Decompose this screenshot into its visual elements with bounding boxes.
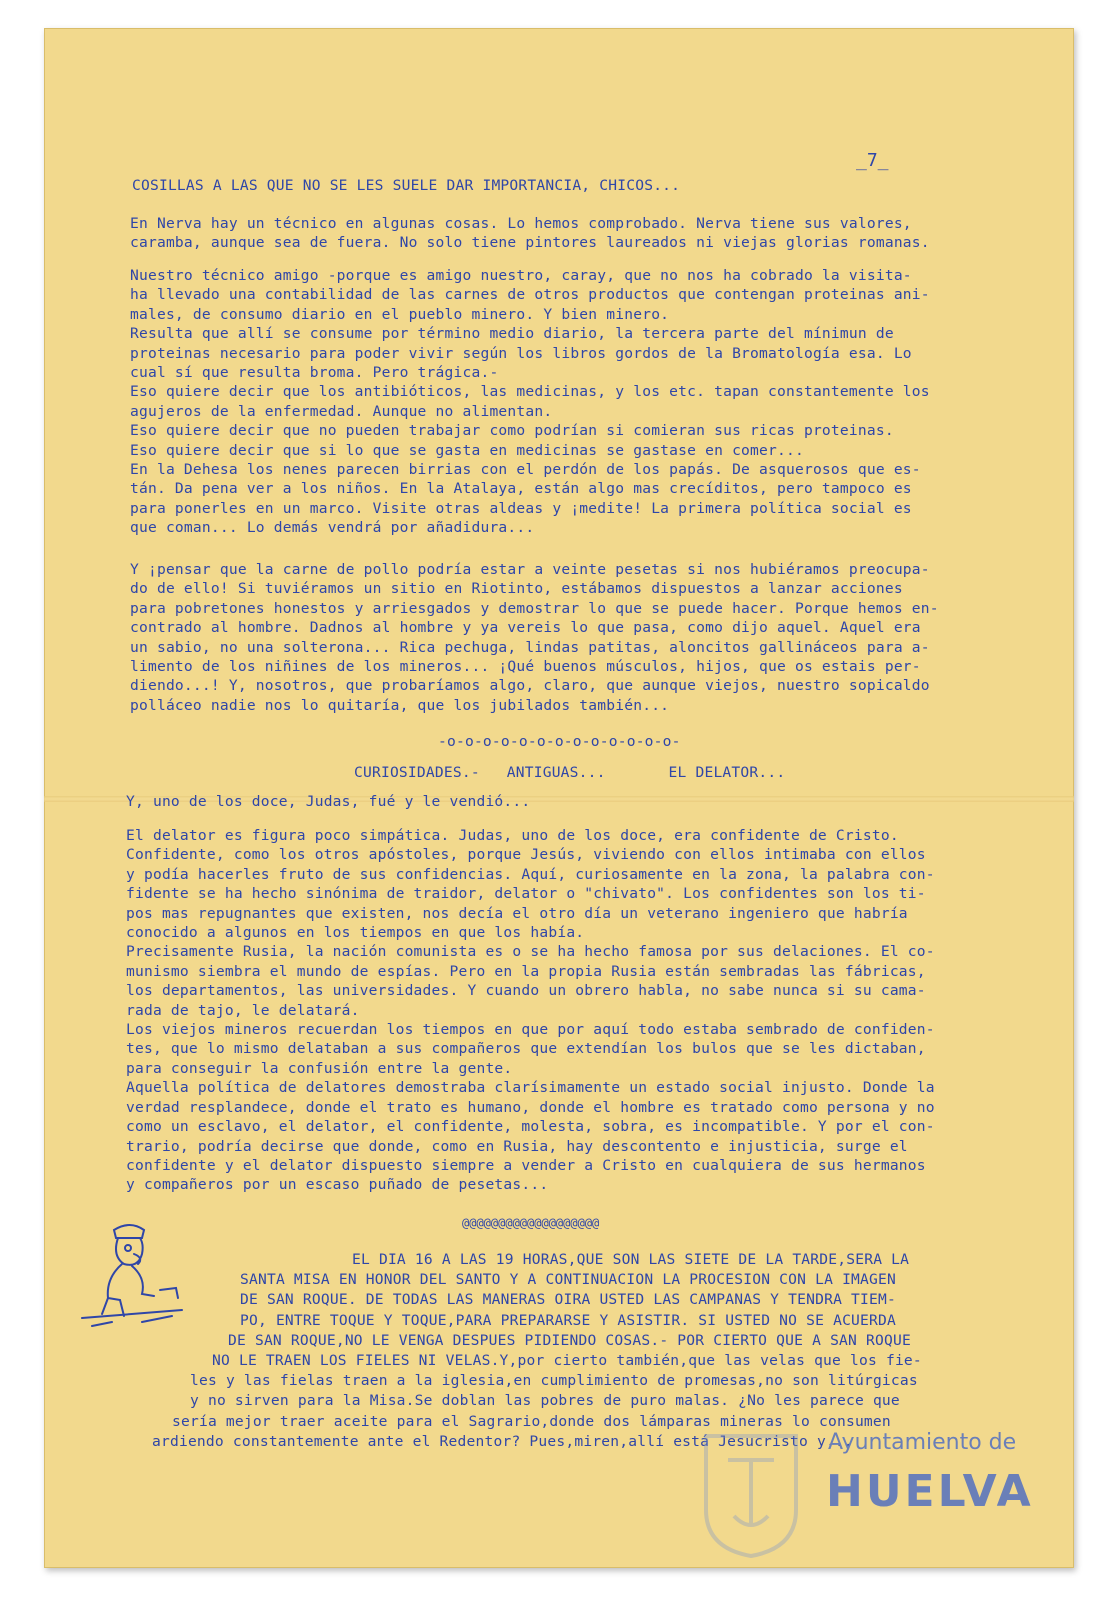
text-line: para conseguir la confusión entre la gente. [126,1059,513,1077]
notice-line: EL DIA 16 A LAS 19 HORAS,QUE SON LAS SIETE DE LA TARDE,SERA LA [352,1251,910,1268]
text-line: un sabio, no una solterona... Rica pechuga, lindas patitas, aloncitos gallináceos para a- [130,638,930,656]
text-line: Y ¡pensar que la carne de pollo podría estar a veinte pesetas si nos hubiéramos preocupa- [130,561,930,578]
page-number: _7_ [856,150,889,171]
text-line: confidente y el delator dispuesto siempre a vender a Cristo en cualquiera de sus hermanos [126,1156,926,1174]
text-line: ha llevado una contabilidad de las carnes de otros productos que contengan proteinas ani- [130,286,930,304]
text-line: diendo...! Y, nosotros, que probaríamos algo, claro, que aunque viejos, nuestro sopicaldo [130,677,930,695]
text-line: Precisamente Rusia, la nación comunista es o se ha hecho famosa por sus delaciones. El co- [126,943,935,961]
text-line: polláceo nadie nos lo quitaría, que los jubilados también... [130,696,670,714]
notice-line: ardiendo constantemente ante el Redentor? Pues,miren,allí está Jesucristo y... [152,1432,853,1450]
text-line: Eso quiere decir que los antibióticos, las medicinas, y los etc. tapan constantemente los [130,383,930,401]
text-line: tes, que lo mismo delataban a sus compañeros que extendían los bulos que se les dictaban, [126,1040,926,1058]
text-line: En Nerva hay un técnico en algunas cosas. Lo hemos comprobado. Nerva tiene sus valores, [130,215,912,232]
text-line: fidente se ha hecho sinónima de traidor, delator o "chivato". Los confidentes son los ti- [126,885,926,903]
separator-line: -o-o-o-o-o-o-o-o-o-o-o-o-o- [438,733,681,750]
text-line: Eso quiere decir que no pueden trabajar como podrían si comieran sus ricas proteinas. [130,422,894,440]
notice-line: PO, ENTRE TOQUE Y TOQUE,PARA PREPARARSE Y ASISTIR. SI USTED NO SE ACUERDA [240,1311,896,1329]
ornament-row: @@@@@@@@@@@@@@@@@@@ [462,1216,600,1230]
text-line: En la Dehesa los nenes parecen birrias con el perdón de los papás. De asquerosos que es- [130,461,921,479]
notice-line: les y las fielas traen a la iglesia,en cumplimiento de promesas,no son litúrgicas [190,1372,918,1390]
notice-line: NO LE TRAEN LOS FIELES NI VELAS.Y,por cierto también,que las velas que los fie- [212,1352,922,1370]
section1-paragraph-1 [130,214,930,253]
text-line: verdad resplandece, donde el trato es humano, donde el hombre es tratado como persona y no [126,1098,935,1116]
text-line: para pobretones honestos y arriesgados y demostrar lo que se puede hacer. Porque hemos en- [130,599,939,617]
text-line: Aquella política de delatores demostraba clarísimamente un estado social injusto. Donde la [126,1079,935,1097]
text-line: cual sí que resulta broma. Pero trágica.- [130,364,499,382]
section2-lead: Y, uno de los doce, Judas, fué y le vendió... [126,793,531,810]
notice-line: y no sirven para la Misa.Se doblan las pobres de puro malas. ¿No les parece que [190,1392,900,1410]
watermark-line1: Ayuntamiento de [828,1430,1017,1455]
mass-notice [0,1250,922,1452]
notice-line: sería mejor traer aceite para el Sagrario,donde dos lámparas mineras lo consumen [172,1412,891,1430]
text-line: contrado al hombre. Dadnos al hombre y ya vereis lo que pasa, como dijo aquel. Aquel era [130,619,921,637]
section1-paragraph-3 [130,560,939,715]
text-line: Eso quiere decir que si lo que se gasta en medicinas se gastase en comer... [130,441,804,459]
text-line: que coman... Lo demás vendrá por añadidura... [130,519,535,537]
section2-paragraph-1 [126,826,935,1195]
text-line: males, de consumo diario en el pueblo minero. Y bien minero. [130,305,670,323]
text-line: como un esclavo, el delator, el confidente, molesta, sobra, es incompatible. Y por el con- [126,1118,935,1136]
text-line: rada de tajo, le delatará. [126,1001,360,1019]
text-line: caramba, aunque sea de fuera. No solo tiene pintores laureados ni viejas glorias romanas. [130,234,930,252]
text-line: proteinas necesario para poder vivir según los libros gordos de la Bromatología esa. Lo [130,344,912,362]
text-line: y podía hacerles fruto de sus confidencias. Aquí, curiosamente en la zona, la palabra con- [126,865,935,883]
notice-line: DE SAN ROQUE,NO LE VENGA DESPUES PIDIENDO COSAS.- POR CIERTO QUE A SAN ROQUE [228,1331,911,1349]
section-subheading: CURIOSIDADES.- ANTIGUAS... EL DELATOR... [354,764,786,781]
text-line: do de ello! Si tuviéramos un sitio en Riotinto, estábamos dispuestos a lanzar acciones [130,580,903,598]
text-line: munismo siembra el mundo de espías. Pero en la propia Rusia están sembradas las fábricas, [126,962,926,980]
notice-line: DE SAN ROQUE. DE TODAS LAS MANERAS OIRA USTED LAS CAMPANAS Y TENDRA TIEM- [240,1291,896,1309]
text-line: agujeros de la enfermedad. Aunque no alimentan. [130,402,553,420]
text-line: conocido a algunos en los tiempos en que los había. [126,924,585,942]
text-line: trario, podría decirse que donde, como en Rusia, hay descontento e injusticia, surge el [126,1137,908,1155]
text-line: Resulta que allí se consume por término medio diario, la tercera parte del mínimun de [130,325,894,343]
text-line: y compañeros por un escaso puñado de pesetas... [126,1176,549,1194]
text-line: El delator es figura poco simpática. Judas, uno de los doce, era confidente de Cristo. [126,827,899,844]
text-line: Confidente, como los otros apóstoles, porque Jesús, viviendo con ellos intimaba con ellos [126,846,926,864]
text-line: pos mas repugnantes que existen, nos decía el otro día un veterano ingeniero que habría [126,904,908,922]
text-line: limento de los niñines de los mineros... ¡Qué buenos músculos, hijos, que os estais per- [130,658,921,676]
notice-line: SANTA MISA EN HONOR DEL SANTO Y A CONTINUACION LA PROCESION CON LA IMAGEN [240,1271,896,1289]
text-line: Los viejos mineros recuerdan los tiempos en que por aquí todo estaba sembrado de confiden- [126,1021,935,1039]
watermark-line2: HUELVA [826,1466,1034,1517]
section1-paragraph-2 [130,266,930,538]
article-headline: COSILLAS A LAS QUE NO SE LES SUELE DAR IMPORTANCIA, CHICOS... [132,177,681,194]
text-line: tán. Da pena ver a los niños. En la Atalaya, están algo mas crecíditos, pero tampoco es [130,480,912,498]
text-line: para ponerles en un marco. Visite otras aldeas y ¡medite! La primera política social es [130,499,912,517]
text-line: Nuestro técnico amigo -porque es amigo nuestro, caray, que no nos ha cobrado la visita- [130,267,912,284]
text-line: los departamentos, las universidades. Y cuando un obrero habla, no sabe nunca si su cama- [126,982,926,1000]
